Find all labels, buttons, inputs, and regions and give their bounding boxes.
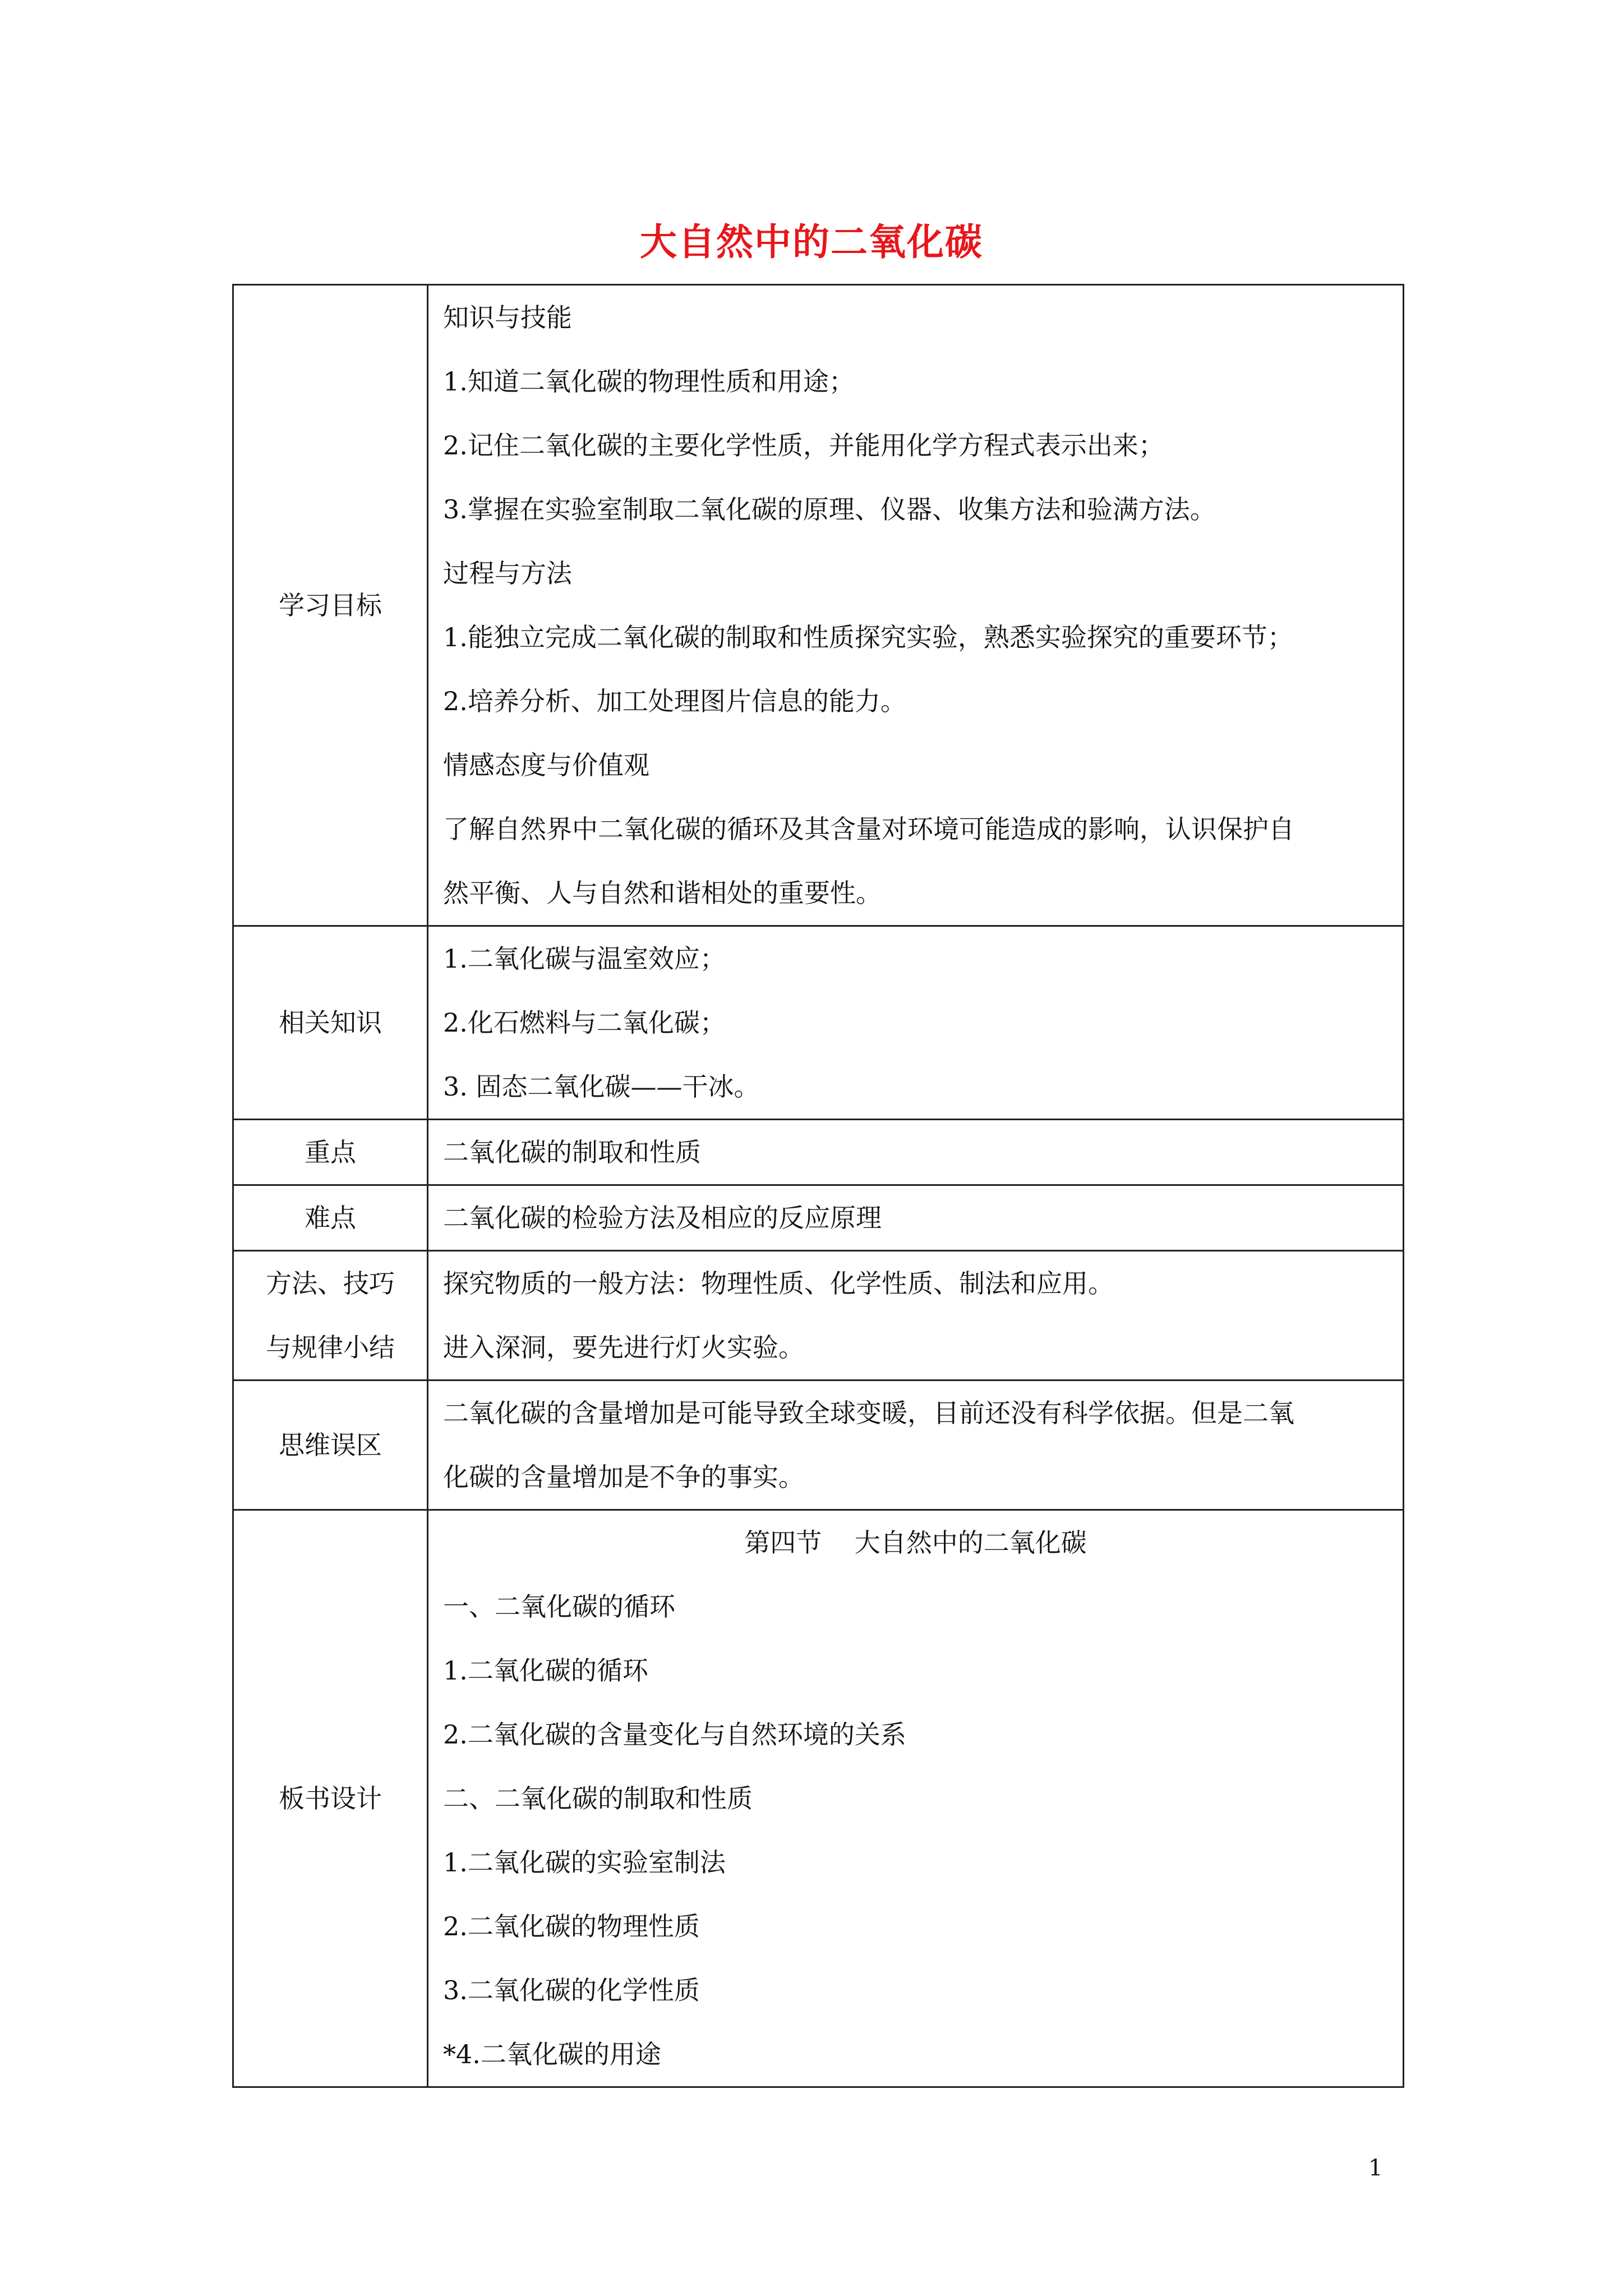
goals-item: 了解自然界中二氧化碳的循环及其含量对环境可能造成的影响，认识保护自 <box>443 814 1294 844</box>
row-content-difficulty <box>428 1185 1404 1251</box>
row-label-difficulty: 难点 <box>233 1185 428 1251</box>
methods-label-line: 与规律小结 <box>266 1332 395 1363</box>
methods-item: 探究物质的一般方法：物理性质、化学性质、制法和应用。 <box>443 1268 1114 1299</box>
row-content-board <box>428 1510 1404 2087</box>
row-label-goals: 学习目标 <box>233 285 428 926</box>
table-row-board <box>233 1510 1404 2087</box>
misconceptions-item: 二氧化碳的含量增加是可能导致全球变暖，目前还没有科学依据。但是二氧 <box>443 1398 1294 1428</box>
document-title: 大自然中的二氧化碳 <box>640 220 983 264</box>
row-label-misconceptions: 思维误区 <box>233 1381 428 1510</box>
row-content-related <box>428 926 1404 1120</box>
goals-item: 1.能独立完成二氧化碳的制取和性质探究实验，熟悉实验探究的重要环节； <box>443 622 1293 652</box>
page-number: 1 <box>1368 2155 1383 2181</box>
related-item: 2.化石燃料与二氧化碳； <box>443 1007 726 1038</box>
table-row-key <box>233 1120 1404 1185</box>
table-row-related <box>233 926 1404 1120</box>
table-row-difficulty <box>233 1185 1404 1251</box>
goals-item: 2.记住二氧化碳的主要化学性质，并能用化学方程式表示出来； <box>443 430 1164 461</box>
goals-item: 然平衡、人与自然和谐相处的重要性。 <box>443 878 882 908</box>
goals-heading-process: 过程与方法 <box>443 558 572 588</box>
board-item: 一、二氧化碳的循环 <box>443 1591 675 1622</box>
goals-item: 1.知道二氧化碳的物理性质和用途； <box>443 366 855 397</box>
board-item: 3.二氧化碳的化学性质 <box>443 1975 700 2005</box>
goals-heading-knowledge: 知识与技能 <box>443 302 572 333</box>
related-item: 3. 固态二氧化碳——干冰。 <box>443 1071 760 1102</box>
row-label-board: 板书设计 <box>233 1510 428 2087</box>
methods-label-line: 方法、技巧 <box>266 1268 395 1299</box>
related-item: 1.二氧化碳与温室效应； <box>443 944 726 974</box>
lesson-plan-table <box>232 284 1404 2088</box>
difficulty-item: 二氧化碳的检验方法及相应的反应原理 <box>443 1203 882 1233</box>
board-item: 1.二氧化碳的循环 <box>443 1655 648 1686</box>
board-item: 二、二氧化碳的制取和性质 <box>443 1783 753 1814</box>
board-item: 2.二氧化碳的物理性质 <box>443 1911 700 1941</box>
board-item: 1.二氧化碳的实验室制法 <box>443 1847 726 1878</box>
board-item: 2.二氧化碳的含量变化与自然环境的关系 <box>443 1719 906 1750</box>
goals-item: 3.掌握在实验室制取二氧化碳的原理、仪器、收集方法和验满方法。 <box>443 494 1216 524</box>
row-content-goals <box>428 285 1404 926</box>
goals-heading-attitude: 情感态度与价值观 <box>443 750 649 780</box>
row-label-methods <box>233 1251 428 1381</box>
key-item: 二氧化碳的制取和性质 <box>443 1137 701 1167</box>
row-content-methods <box>428 1251 1404 1381</box>
methods-item: 进入深洞，要先进行灯火实验。 <box>443 1332 804 1363</box>
row-content-misconceptions <box>428 1381 1404 1510</box>
misconceptions-item: 化碳的含量增加是不争的事实。 <box>443 1462 804 1492</box>
table-row-misconceptions <box>233 1381 1404 1510</box>
board-heading: 第四节 大自然中的二氧化碳 <box>744 1527 1087 1558</box>
table-row-goals <box>233 285 1404 926</box>
goals-item: 2.培养分析、加工处理图片信息的能力。 <box>443 686 906 716</box>
row-label-key: 重点 <box>233 1120 428 1185</box>
board-item: *4.二氧化碳的用途 <box>443 2039 661 2069</box>
row-label-related: 相关知识 <box>233 926 428 1120</box>
row-content-key <box>428 1120 1404 1185</box>
table-row-methods <box>233 1251 1404 1381</box>
